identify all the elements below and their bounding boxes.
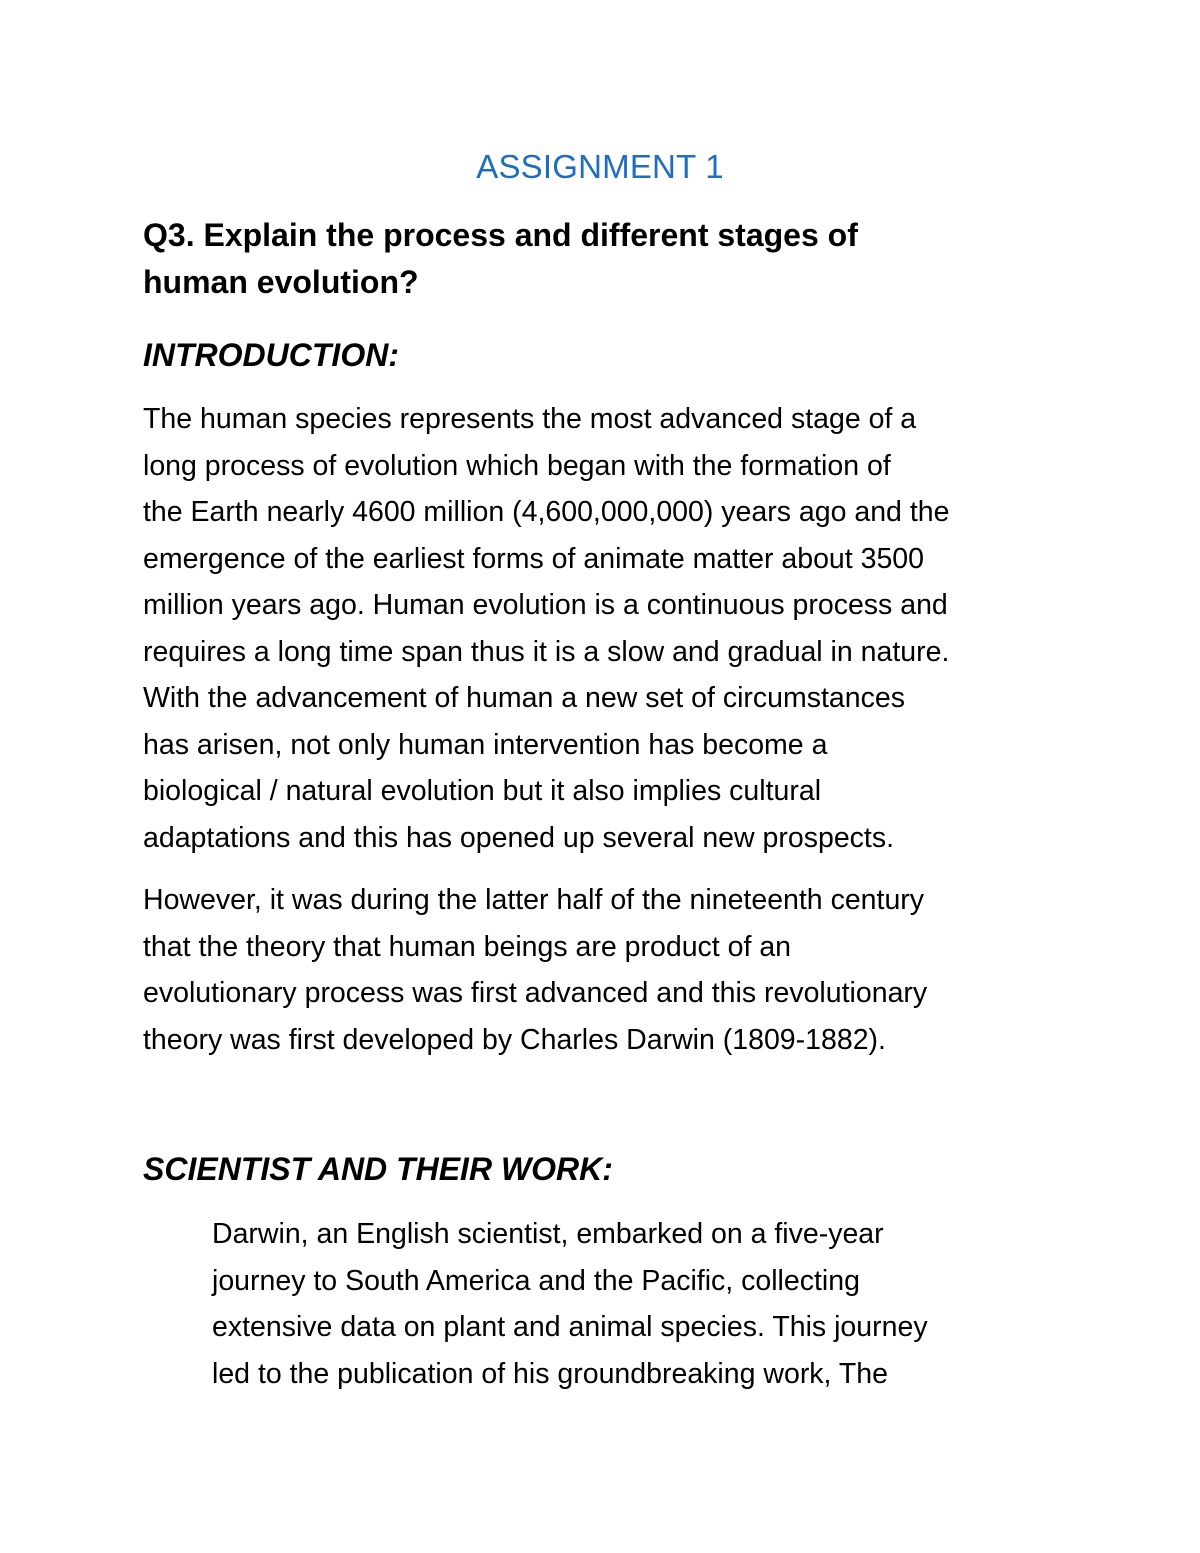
text-line: With the advancement of human a new set of circumstances bbox=[143, 682, 905, 714]
question bbox=[143, 212, 1003, 306]
text-line: Darwin, an English scientist, embarked on a five-year bbox=[212, 1218, 884, 1250]
introduction-paragraph-2 bbox=[143, 877, 927, 1063]
scientists-paragraph bbox=[212, 1211, 928, 1397]
text-line: the Earth nearly 4600 million (4,600,000,000) years ago and the bbox=[143, 496, 950, 528]
question-line: Q3. Explain the process and different stages of bbox=[143, 217, 858, 253]
text-line: extensive data on plant and animal species. This journey bbox=[212, 1311, 928, 1343]
text-line: The human species represents the most advanced stage of a bbox=[143, 403, 917, 435]
question-line: human evolution? bbox=[143, 264, 419, 300]
text-line: evolutionary process was first advanced and this revolutionary bbox=[143, 977, 928, 1009]
text-line: biological / natural evolution but it also implies cultural bbox=[143, 775, 822, 807]
text-line: long process of evolution which began with the formation of bbox=[143, 449, 891, 482]
text-line: However, it was during the latter half of the nineteenth century bbox=[143, 884, 925, 916]
introduction-heading: INTRODUCTION: bbox=[143, 337, 399, 373]
scientists-heading: SCIENTIST AND THEIR WORK: bbox=[143, 1151, 613, 1187]
assignment-title: ASSIGNMENT 1 bbox=[476, 148, 724, 185]
text-line: requires a long time span thus it is a slow and gradual in nature. bbox=[143, 635, 950, 668]
text-line: theory was first developed by Charles Darwin (1809-1882). bbox=[143, 1023, 886, 1056]
text-line: emergence of the earliest forms of animate matter about 3500 bbox=[143, 542, 925, 575]
text-line: led to the publication of his groundbreaking work, The bbox=[212, 1357, 888, 1390]
introduction-paragraph-1 bbox=[143, 396, 949, 861]
text-line: million years ago. Human evolution is a continuous process and bbox=[143, 589, 948, 621]
text-line: journey to South America and the Pacific, collecting bbox=[212, 1264, 860, 1297]
text-line: that the theory that human beings are product of an bbox=[143, 930, 792, 963]
text-line: adaptations and this has opened up several new prospects. bbox=[143, 821, 895, 854]
text-line: has arisen, not only human intervention has become a bbox=[143, 728, 828, 761]
